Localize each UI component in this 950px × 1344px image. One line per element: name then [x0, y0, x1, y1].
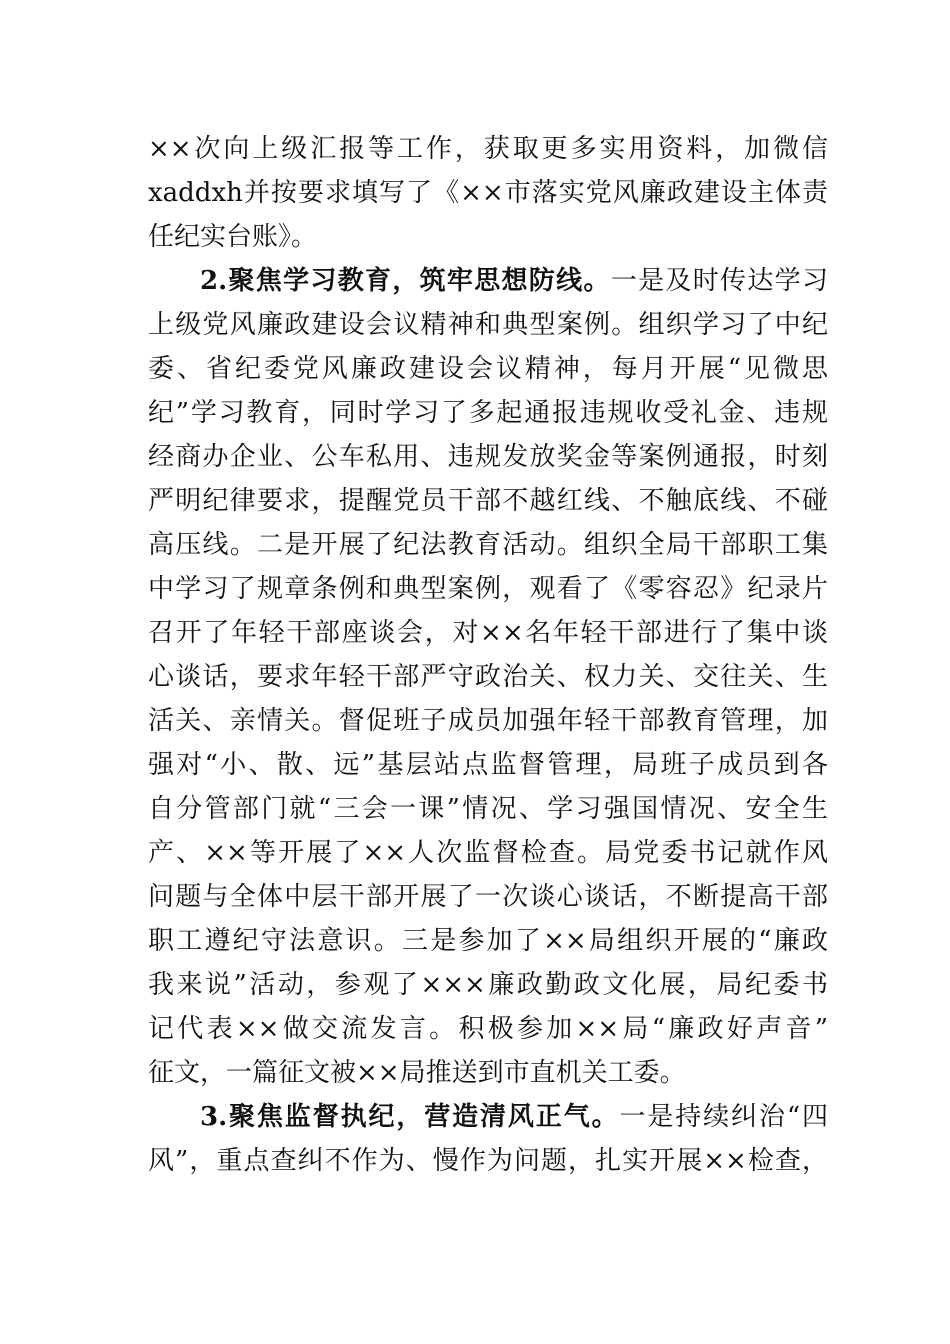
body-line: 职工遵纪守法意识。三是参加了××局组织开展的“廉政 — [148, 926, 828, 956]
body-line: 记代表××做交流发言。积极参加××局“廉政好声音” — [148, 1014, 828, 1044]
body-line: ××次向上级汇报等工作，获取更多实用资料，加微信 — [148, 134, 828, 164]
body-line: 召开了年轻干部座谈会，对××名年轻干部进行了集中谈 — [148, 618, 828, 648]
body-line: 问题与全体中层干部开展了一次谈心谈话，不断提高干部 — [148, 882, 828, 912]
section-3-text: 一是持续纠治“四 — [619, 1102, 828, 1132]
body-line: 产、××等开展了××人次监督检查。局党委书记就作风 — [148, 838, 828, 868]
body-line: 风”，重点查纠不作为、慢作为问题，扎实开展××检查， — [148, 1146, 828, 1176]
body-line: 委、省纪委党风廉政建设会议精神，每月开展“见微思 — [148, 354, 828, 384]
body-line: 征文，一篇征文被××局推送到市直机关工委。 — [148, 1058, 686, 1088]
section-3-first-line — [200, 1095, 828, 1139]
body-line: 中学习了规章条例和典型案例，观看了《零容忍》纪录片 — [148, 574, 828, 604]
body-line: 我来说”活动，参观了×××廉政勤政文化展，局纪委书 — [148, 970, 828, 1000]
body-line: 上级党风廉政建设会议精神和典型案例。组织学习了中纪 — [148, 310, 828, 340]
section-2-text: 一是及时传达学习 — [610, 266, 828, 296]
body-line: xaddxh并按要求填写了《××市落实党风廉政建设主体责 — [148, 178, 828, 208]
section-2-heading: 2.聚焦学习教育，筑牢思想防线。 — [200, 266, 611, 296]
body-line: 活关、亲情关。督促班子成员加强年轻干部教育管理，加 — [148, 706, 828, 736]
body-line: 严明纪律要求，提醒党员干部不越红线、不触底线、不碰 — [148, 486, 828, 516]
body-line: 高压线。二是开展了纪法教育活动。组织全局干部职工集 — [148, 530, 828, 560]
body-line: 自分管部门就“三会一课”情况、学习强国情况、安全生 — [148, 794, 828, 824]
section-2-first-line — [200, 259, 828, 303]
section-3-heading: 3.聚焦监督执纪，营造清风正气。 — [200, 1102, 620, 1132]
body-line: 任纪实台账》。 — [148, 222, 318, 252]
body-line: 心谈话，要求年轻干部严守政治关、权力关、交往关、生 — [148, 662, 828, 692]
body-line: 纪”学习教育，同时学习了多起通报违规收受礼金、违规 — [148, 398, 828, 428]
body-line: 经商办企业、公车私用、违规发放奖金等案例通报，时刻 — [148, 442, 828, 472]
body-line: 强对“小、散、远”基层站点监督管理，局班子成员到各 — [148, 750, 828, 780]
